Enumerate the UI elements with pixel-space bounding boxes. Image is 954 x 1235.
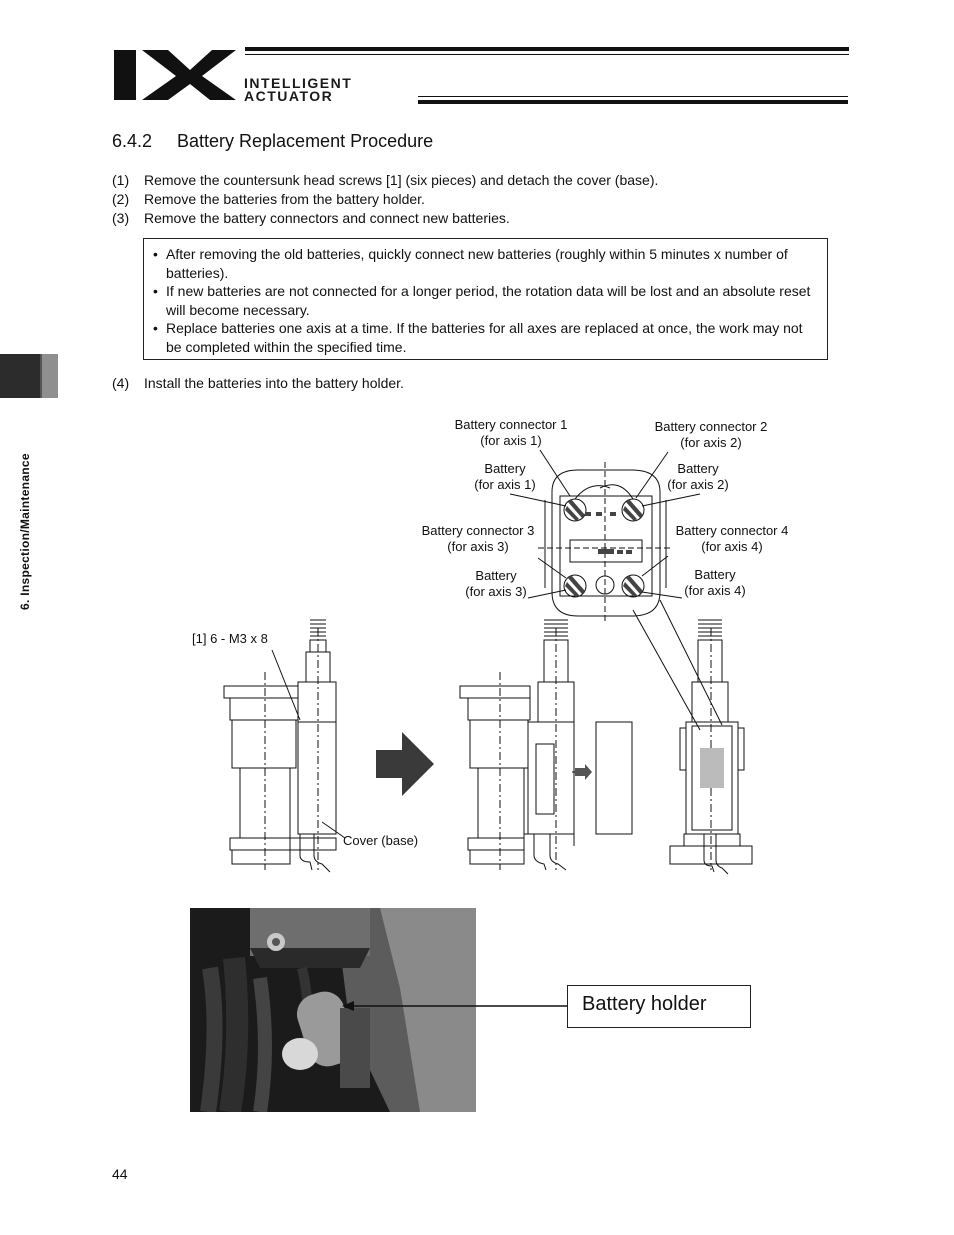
label-line: (for axis 4) [701, 539, 763, 554]
step-number: (2) [112, 191, 130, 207]
label-line: (for axis 2) [667, 477, 729, 492]
step-number: (1) [112, 172, 130, 188]
page-number: 44 [112, 1166, 128, 1182]
label-line: (for axis 1) [474, 477, 536, 492]
section-number: 6.4.2 [112, 131, 153, 151]
label-battery-connector-3 [412, 523, 544, 555]
label-line: Battery connector 4 [675, 523, 789, 538]
label-battery-axis-2 [658, 461, 738, 493]
label-battery-axis-4 [675, 567, 755, 599]
step-text: Install the batteries into the battery holder. [144, 375, 404, 391]
label-battery-connector-1 [445, 417, 577, 449]
caution-item: • Replace batteries one axis at a time. If the batteries for all axes are replaced at once, the work may not be completed within the specified time. [152, 319, 819, 356]
step-number: (3) [112, 210, 130, 226]
label-battery-axis-3 [456, 568, 536, 600]
battery-holder-callout: Battery holder [567, 985, 751, 1028]
label-battery-axis-1 [465, 461, 545, 493]
label-line: (for axis 2) [680, 435, 742, 450]
label-line: Battery [694, 567, 736, 582]
label-line: (for axis 3) [465, 584, 527, 599]
label-cover-base: Cover (base) [343, 833, 419, 848]
section-title: Battery Replacement Procedure [177, 131, 434, 151]
chapter-label: 6. Inspection/Maintenance [18, 453, 32, 610]
label-battery-connector-4 [666, 523, 798, 555]
step-text: Remove the battery connectors and connect new batteries. [144, 210, 510, 226]
step-number: (4) [112, 375, 130, 391]
label-line: Battery [677, 461, 719, 476]
label-screws: [1] 6 - M3 x 8 [192, 631, 268, 646]
label-line: Battery [475, 568, 517, 583]
label-line: (for axis 3) [447, 539, 509, 554]
step-text: Remove the batteries from the battery holder. [144, 191, 425, 207]
label-line: Battery connector 1 [454, 417, 568, 432]
brand-line-2: ACTUATOR [244, 88, 334, 104]
label-line: (for axis 1) [480, 433, 542, 448]
label-line: Battery [484, 461, 526, 476]
caution-item: • If new batteries are not connected for a longer period, the rotation data will be lost and an absolute reset will become necessary. [152, 282, 819, 319]
callout-leader-line [340, 1000, 570, 1020]
label-line: Battery connector 2 [654, 419, 768, 434]
label-battery-connector-2 [645, 419, 777, 451]
step-text: Remove the countersunk head screws [1] (six pieces) and detach the cover (base). [144, 172, 659, 188]
label-line: (for axis 4) [684, 583, 746, 598]
brand-line-1: INTELLIGENT [244, 75, 353, 91]
caution-item: • After removing the old batteries, quickly connect new batteries (roughly within 5 minutes x number of batteries). [152, 245, 819, 282]
label-line: Battery connector 3 [421, 523, 535, 538]
